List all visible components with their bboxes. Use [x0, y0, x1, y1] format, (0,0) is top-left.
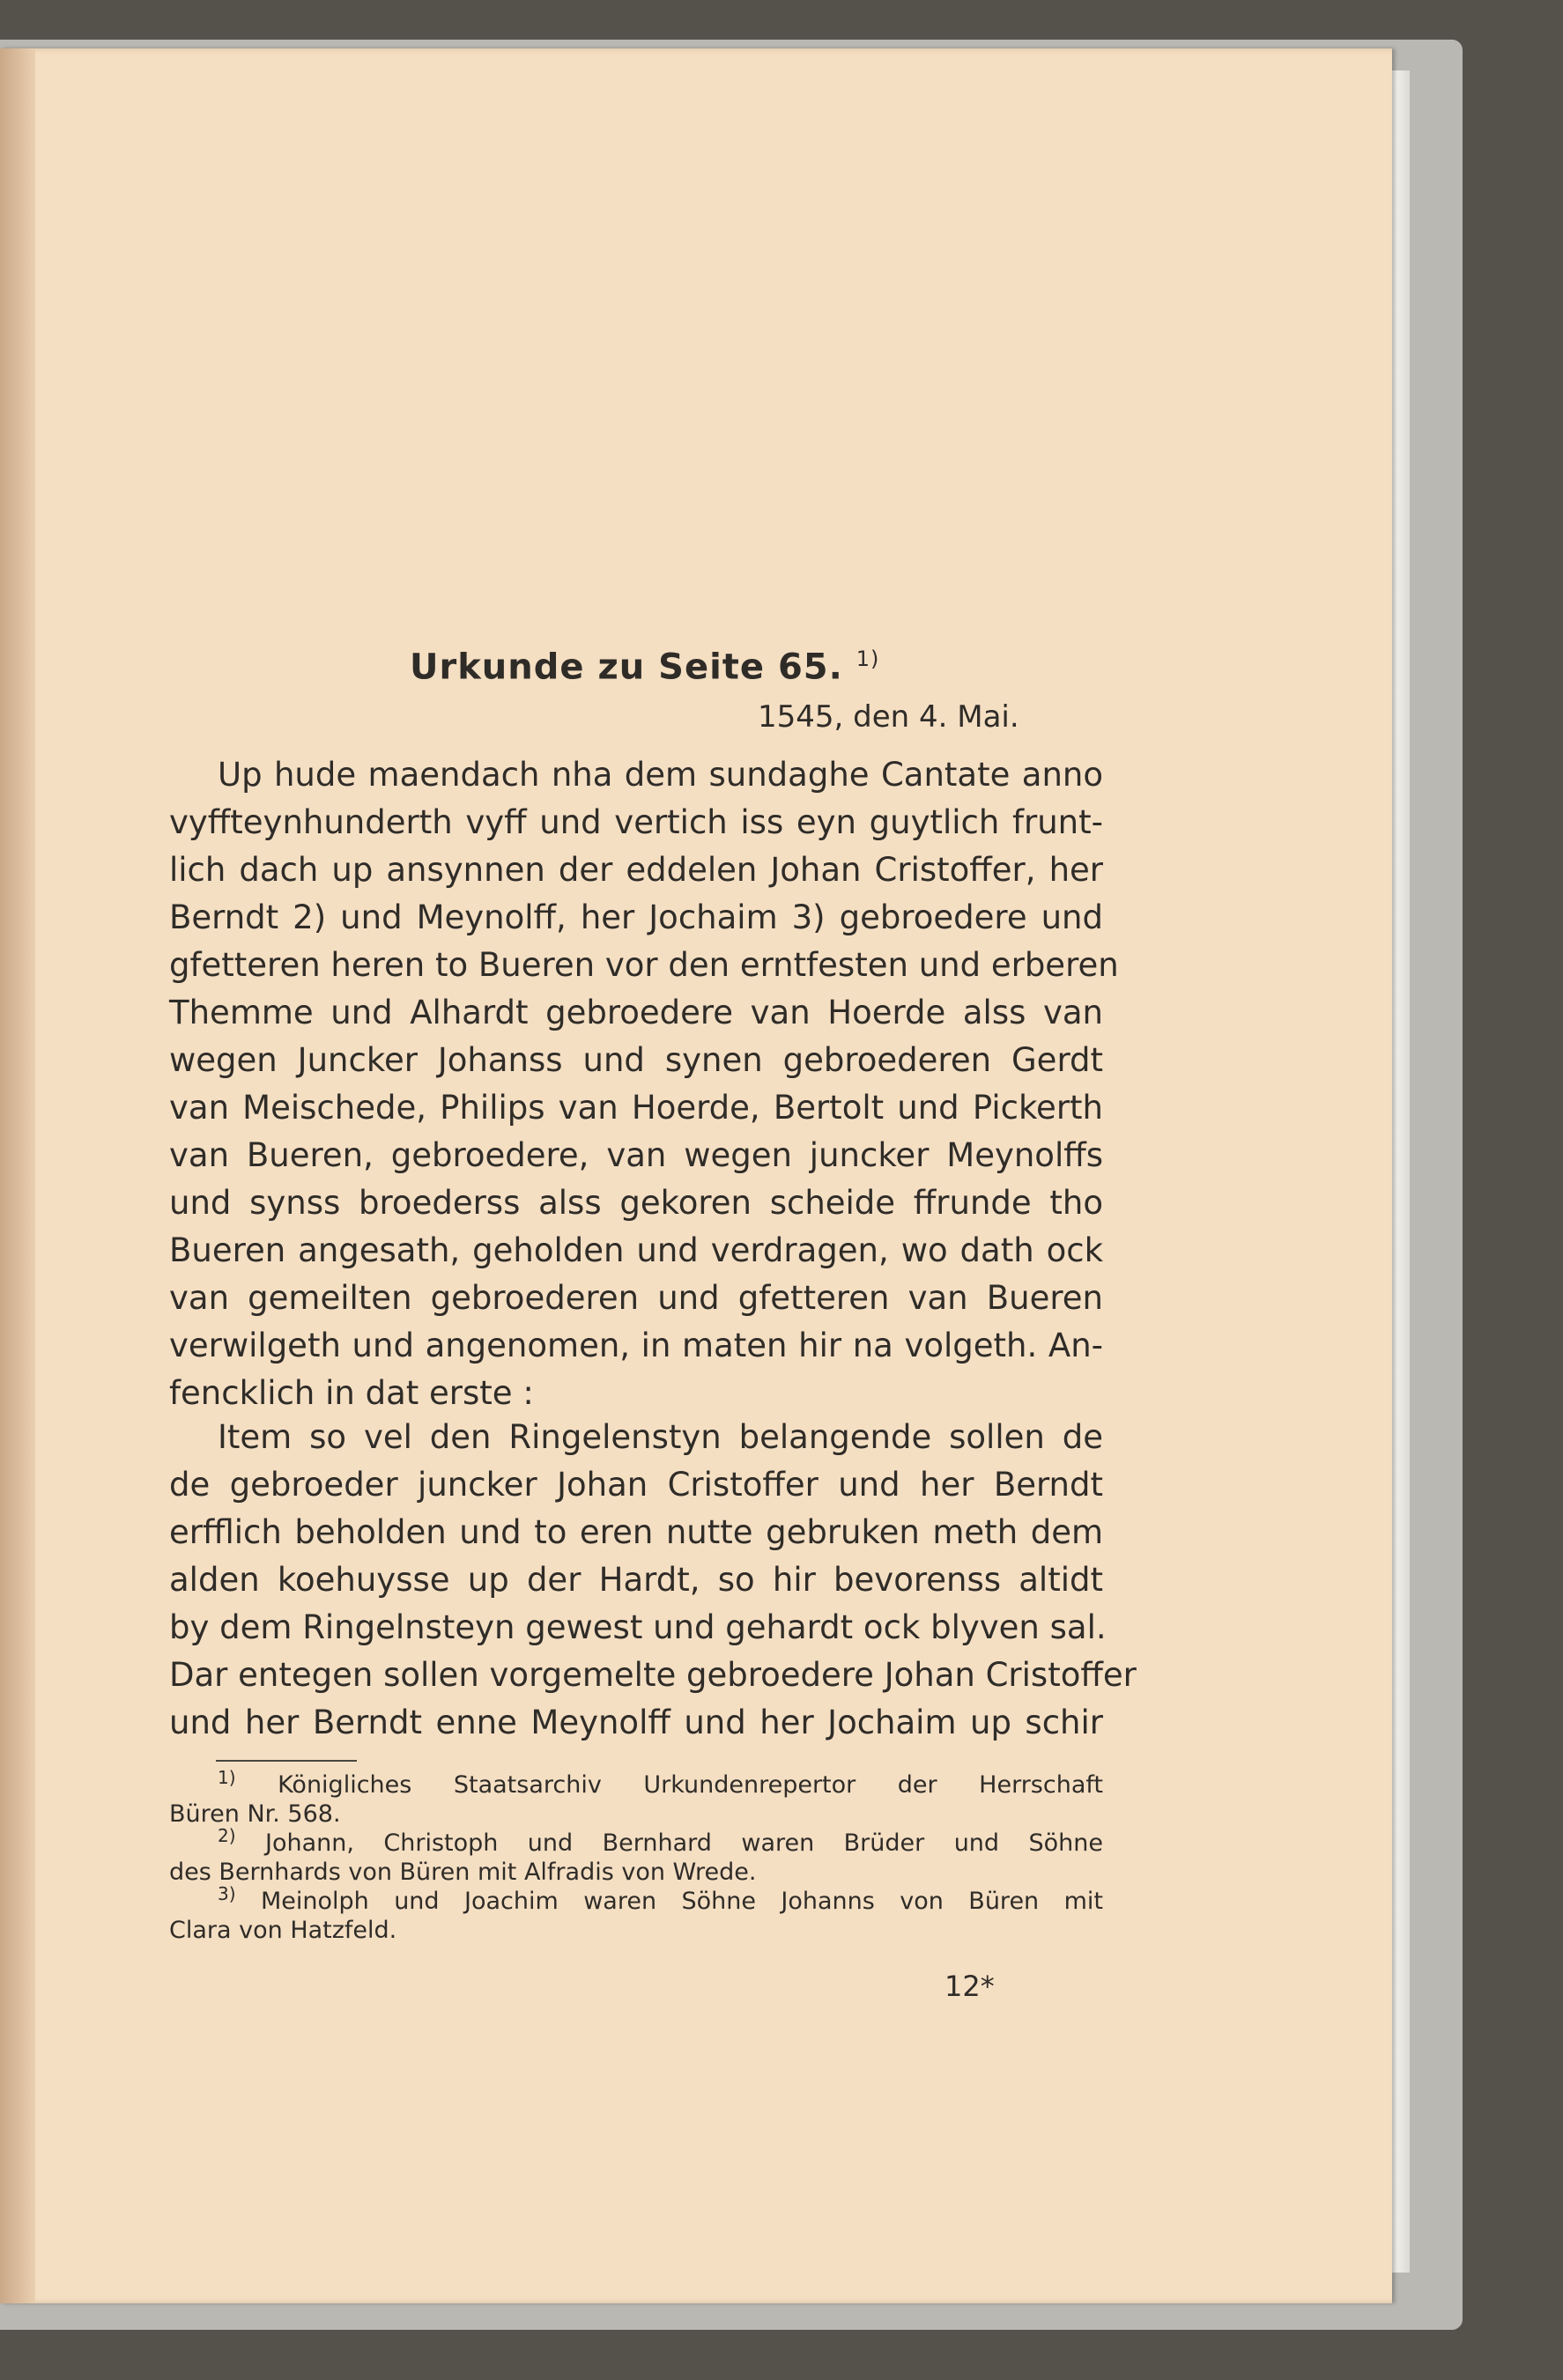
- text-line: und synss broederss alss gekoren scheide ffrunde tho: [169, 1184, 1103, 1222]
- text-line: verwilgeth und angenomen, in maten hir na volgeth. An-: [169, 1327, 1103, 1364]
- text-line: Bueren angesath, geholden und verdragen, wo dath ock: [169, 1231, 1103, 1269]
- document-date: 1545, den 4. Mai.: [758, 699, 1019, 735]
- text-line: van gemeilten gebroederen und gfetteren van Bueren: [169, 1279, 1103, 1317]
- footnote-line: $^{1)}$ Königliches Staatsarchiv Urkundenrepertor der Herrschaft: [218, 1767, 1103, 1799]
- footnotes: [169, 1767, 1103, 1945]
- heading-footnote-ref: 1): [856, 647, 880, 671]
- text-line: de gebroeder juncker Johan Cristoffer und her Berndt: [169, 1466, 1103, 1504]
- text-line: erfflich beholden und to eren nutte gebruken meth dem: [169, 1513, 1103, 1551]
- text-line: Berndt 2) und Meynolff, her Jochaim 3) gebroedere und: [169, 898, 1103, 936]
- footnote-line: Clara von Hatzfeld.: [169, 1917, 397, 1944]
- text-line: fencklich in dat erste :: [169, 1374, 534, 1412]
- text-line: Dar entegen sollen vorgemelte gebroedere Johan Cristoffer: [169, 1656, 1137, 1694]
- footnote-mark: 1): [218, 1767, 236, 1788]
- footnote-line: $^{3)}$ Meinolph und Joachim waren Söhne Johanns von Büren mit: [218, 1883, 1103, 1915]
- text-line: van Meischede, Philips van Hoerde, Bertolt und Pickerth: [169, 1089, 1103, 1127]
- paragraph-2: [169, 1414, 1137, 1747]
- text-line: Up hude maendach nha dem sundaghe Cantate anno: [218, 756, 1103, 794]
- text-line: Themme und Alhardt gebroedere van Hoerde alss van: [169, 994, 1103, 1031]
- text-line: by dem Ringelnsteyn gewest und gehardt ock blyven sal.: [169, 1608, 1107, 1646]
- page-gutter: [0, 48, 35, 2303]
- text-line: Item so vel den Ringelenstyn belangende sollen de: [218, 1418, 1103, 1456]
- text-line: van Bueren, gebroedere, van wegen juncker Meynolffs: [169, 1136, 1103, 1174]
- paragraph-1: [169, 751, 1119, 1417]
- text-line: lich dach up ansynnen der eddelen Johan Cristoffer, her: [169, 851, 1103, 889]
- text-line: und her Berndt enne Meynolff und her Jochaim up schir: [169, 1704, 1103, 1741]
- text-line: vyffteynhunderth vyff und vertich iss eyn guytlich frunt-: [169, 803, 1103, 841]
- document-heading: Urkunde zu Seite 65. $^{1)}$: [410, 647, 880, 688]
- footnote-line: $^{2)}$ Johann, Christoph und Bernhard waren Brüder und Söhne: [218, 1825, 1103, 1857]
- footnote-divider: [216, 1760, 357, 1762]
- footnote-line: des Bernhards von Büren mit Alfradis von Wrede.: [169, 1859, 757, 1886]
- text-line: wegen Juncker Johanss und synen gebroederen Gerdt: [169, 1041, 1103, 1079]
- footnote-line: Büren Nr. 568.: [169, 1800, 341, 1828]
- signature-mark: 12*: [944, 1970, 995, 2003]
- footnote-mark: 3): [218, 1883, 236, 1904]
- footnote-mark: 2): [218, 1825, 236, 1846]
- text-line: alden koehuysse up der Hardt, so hir bevorenss altidt: [169, 1561, 1103, 1599]
- text-line: gfetteren heren to Bueren vor den erntfesten und erberen: [169, 946, 1119, 984]
